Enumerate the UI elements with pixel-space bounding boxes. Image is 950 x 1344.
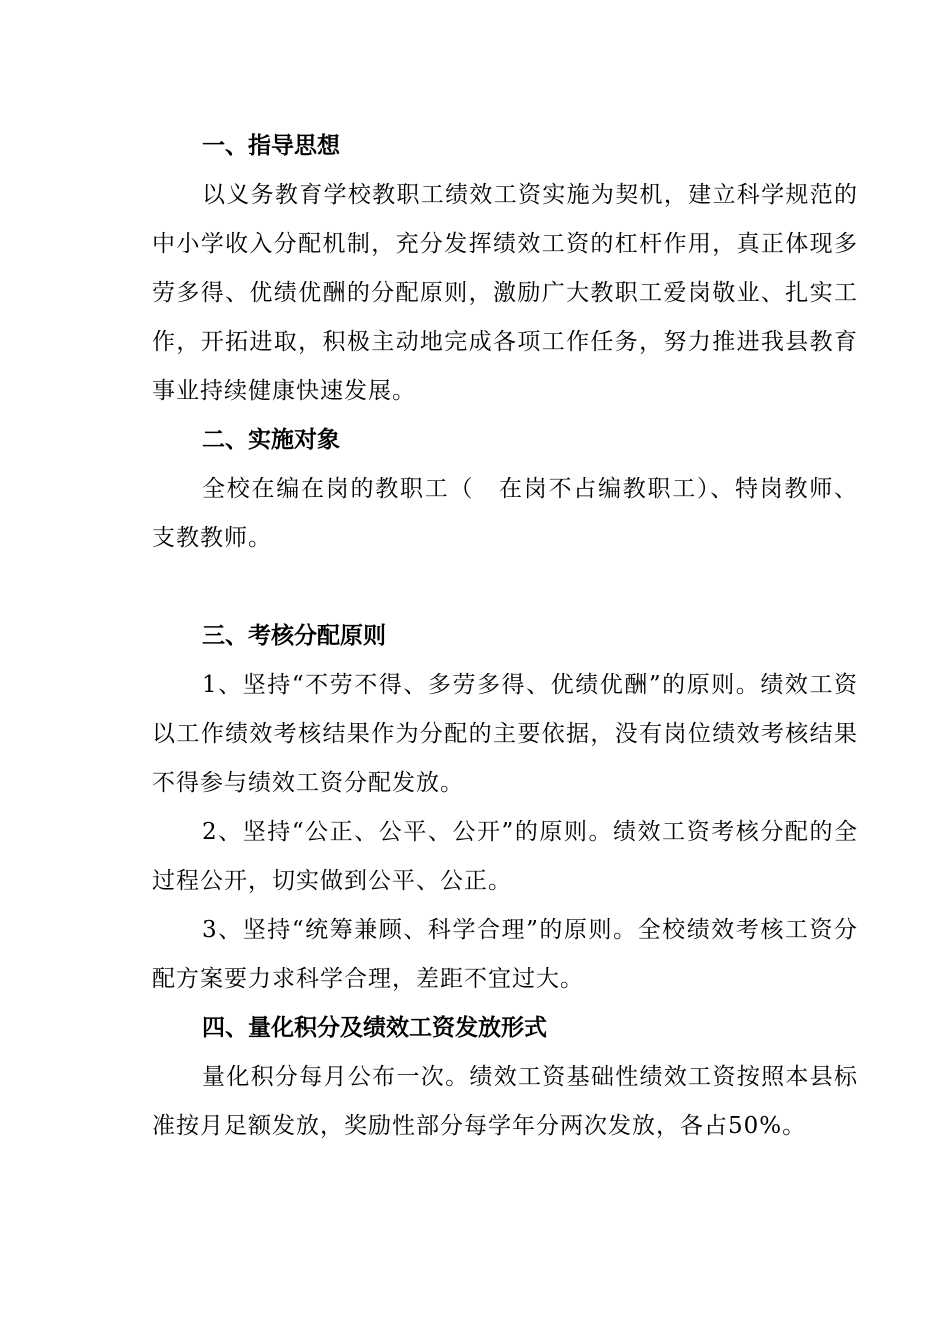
section-guiding-ideology — [152, 122, 858, 416]
section-implementation-target — [152, 416, 858, 563]
section-paragraph: 1、坚持“不劳不得、多劳多得、优绩优酬”的原则。绩效工资以工作绩效考核结果作为分配的主要依据，没有岗位绩效考核结果不得参与绩效工资分配发放。 — [152, 672, 858, 796]
section-heading: 四、量化积分及绩效工资发放形式 — [202, 1015, 547, 1041]
section-paragraph: 量化积分每月公布一次。绩效工资基础性绩效工资按照本县标准按月足额发放，奖励性部分每学年分两次发放，各占50%。 — [152, 1064, 858, 1139]
section-paragraph: 以义务教育学校教职工绩效工资实施为契机，建立科学规范的中小学收入分配机制，充分发挥绩效工资的杠杆作用，真正体现多劳多得、优绩优酬的分配原则，激励广大教职工爱岗敬业、扎实工作，开拓进取，积极主动地完成各项工作任务，努力推进我县教育事业持续健康快速发展。 — [152, 182, 858, 404]
section-heading: 二、实施对象 — [202, 427, 340, 453]
section-heading: 三、考核分配原则 — [202, 623, 386, 649]
document-body — [152, 122, 858, 1151]
paragraph-spacer — [152, 563, 858, 612]
section-paragraph: 3、坚持“统筹兼顾、科学合理”的原则。全校绩效考核工资分配方案要力求科学合理，差距不宜过大。 — [152, 917, 858, 992]
section-heading: 一、指导思想 — [202, 133, 340, 159]
section-points-and-payment — [152, 1004, 858, 1151]
section-paragraph: 全校在编在岗的教职工（ 在岗不占编教职工）、特岗教师、支教教师。 — [152, 476, 858, 551]
section-assessment-principles — [152, 612, 858, 1004]
section-paragraph: 2、坚持“公正、公平、公开”的原则。绩效工资考核分配的全过程公开，切实做到公平、公正。 — [152, 819, 858, 894]
